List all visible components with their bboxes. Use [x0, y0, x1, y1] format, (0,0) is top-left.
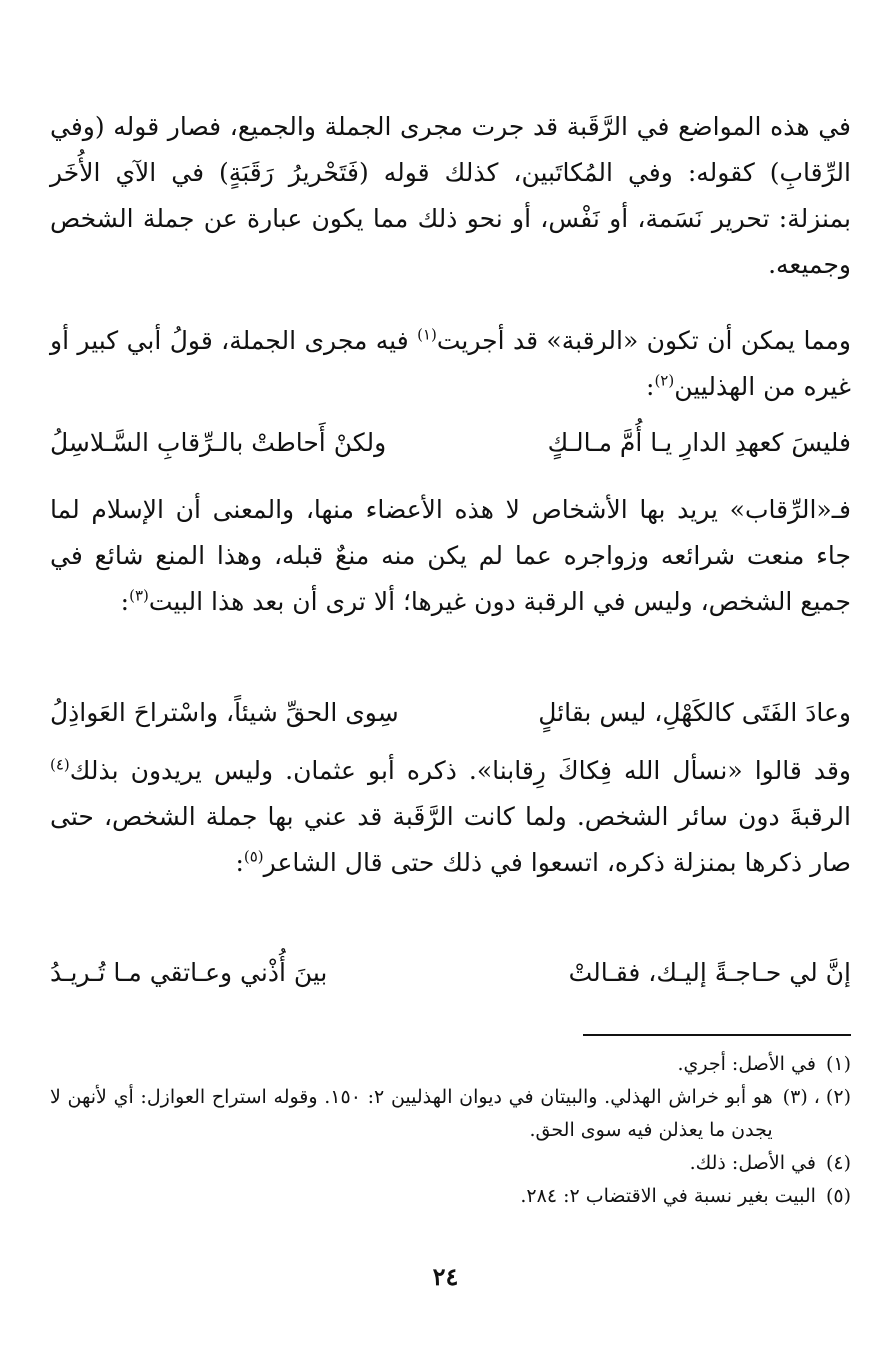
- paragraph-4-end: :: [235, 848, 244, 877]
- footnote-4-marker: (٤): [825, 1152, 851, 1174]
- verse-3: [50, 950, 851, 996]
- footnote-ref-4[interactable]: (٤): [50, 755, 70, 774]
- footnote-1: [50, 1048, 851, 1081]
- paragraph-2-end: :: [646, 372, 655, 401]
- footnote-ref-2[interactable]: (٢): [654, 371, 675, 390]
- verse-3-second-hemistich: بينَ أُذْني وعـاتقي مـا تُـريـدُ: [50, 958, 328, 987]
- verse-1-second-hemistich: ولكنْ أَحاطتْ بالـرِّقابِ السَّـلاسِلُ: [50, 428, 387, 457]
- verse-1: [50, 420, 851, 466]
- footnote-2-3-marker: (٢) ، (٣): [782, 1086, 851, 1108]
- paragraph-2-rest: فيه مجرى الجملة، قولُ أبي كبير أو غيره من الهذليين: [50, 326, 851, 401]
- footnote-5-text: البيت بغير نسبة في الاقتضاب ٢: ٢٨٤.: [520, 1185, 816, 1207]
- footnote-5: [50, 1180, 851, 1213]
- footnote-1-marker: (١): [825, 1053, 851, 1075]
- footnote-4: [50, 1147, 851, 1180]
- footnote-2-3-text: هو أبو خراش الهذلي. والبيتان في ديوان الهذليين ٢: ١٥٠. وقوله استراح العوازل: أي لأنهن لا يجدن ما يعذلن فيه سوى الحق.: [50, 1086, 773, 1141]
- verse-2-second-hemistich: سِوى الحقِّ شيئاً، واسْتراحَ العَواذِلُ: [50, 698, 399, 727]
- verse-2: [50, 690, 851, 736]
- paragraph-4-mid: الرقبةَ دون سائر الشخص. ولما كانت الرَّقَبة قد عني بها جملة الشخص، حتى صار ذكرها بمنزلة ذكره، اتسعوا في ذلك حتى قال الشاعر: [50, 802, 851, 877]
- footnote-5-marker: (٥): [825, 1185, 851, 1207]
- paragraph-3: [50, 487, 851, 625]
- verse-3-first-hemistich: إنَّ لي حـاجـةً إليـك، فقـالتْ: [568, 958, 851, 987]
- paragraph-2: [50, 318, 851, 410]
- paragraph-3-text: فـ«الرِّقاب» يريد بها الأشخاص لا هذه الأعضاء منها، والمعنى أن الإسلام لما جاء منعت شرائعه وزواجره عما لم يكن منه منعٌ قبله، وهذا المنع شائع في جميع الشخص، وليس في الرقبة دون غيرها؛ ألا ترى أن بعد هذا البيت: [50, 495, 851, 616]
- paragraph-1: [50, 104, 851, 288]
- paragraph-1-text: في هذه المواضع في الرَّقَبة قد جرت مجرى الجملة والجميع، فصار قوله (وفي الرِّقابِ) كقوله: وفي المُكاتَبين، كذلك قوله (فَتَحْريرُ رَقَبَةٍ) في الآي الأُخَر بمنزلة: تحرير نَسَمة، أو نَفْس، أو نحو ذلك مما يكون عبارة عن جملة الشخص وجميعه.: [50, 112, 851, 279]
- footnote-1-text: في الأصل: أجري.: [677, 1053, 816, 1075]
- footnote-2-3: [50, 1081, 851, 1147]
- page-number: ٢٤: [432, 1262, 459, 1291]
- footnote-divider: [583, 1034, 851, 1036]
- footnote-ref-5[interactable]: (٥): [243, 847, 264, 866]
- footnote-ref-1[interactable]: (١): [417, 325, 437, 344]
- paragraph-4: [50, 748, 851, 886]
- paragraph-3-end: :: [120, 587, 130, 616]
- footnote-ref-3[interactable]: (٣): [129, 586, 149, 605]
- paragraph-4-text: وقد قالوا «نسأل الله فِكاكَ رِقابنا». ذكره أبو عثمان. وليس يريدون بذلك: [69, 756, 851, 785]
- footnotes: [50, 1048, 851, 1213]
- verse-2-first-hemistich: وعادَ الفَتَى كالكَهْلِ، ليس بقائلٍ: [538, 698, 851, 727]
- footnote-4-text: في الأصل: ذلك.: [689, 1152, 816, 1174]
- verse-1-first-hemistich: فليسَ كعهدِ الدارِ يـا أُمَّ مـالـكٍ: [547, 428, 851, 457]
- paragraph-2-text: ومما يمكن أن تكون «الرقبة» قد أجريت: [436, 326, 851, 355]
